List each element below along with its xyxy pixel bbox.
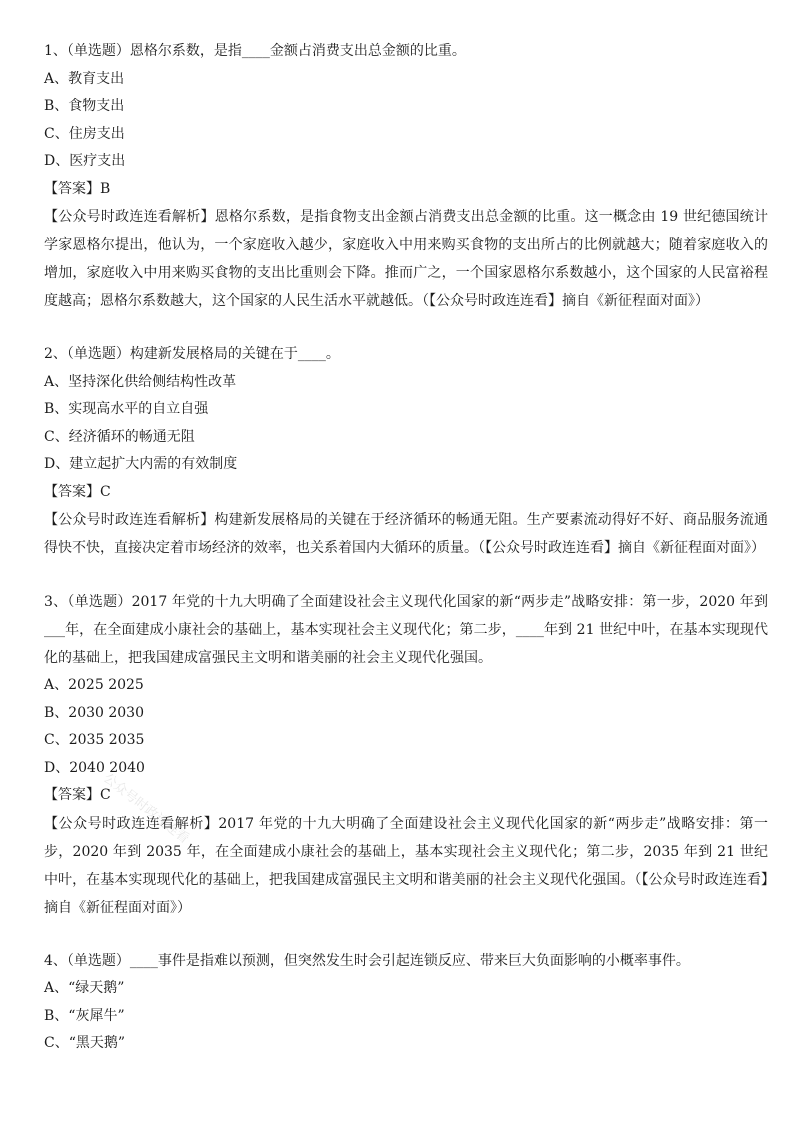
question-2: [44, 341, 768, 562]
analysis: 【公众号时政连连看解析】构建新发展格局的关键在于经济循环的畅通无阻。生产要素流动得好不好、商品服务流通得快不快，直接决定着市场经济的效率，也关系着国内大循环的质量。（【公众号时政连连看】摘自《新征程面对面》）: [44, 512, 768, 556]
question-stem: 1、（单选题）恩格尔系数，是指____金额占消费支出总金额的比重。: [44, 43, 466, 59]
option-c: C、住房支出: [44, 125, 125, 142]
analysis: 【公众号时政连连看解析】恩格尔系数，是指食物支出金额占消费支出总金额的比重。这一概念由 19 世纪德国统计学家恩格尔提出，他认为，一个家庭收入越少，家庭收入中用来购买食物的支出所占的比例就越大；随着家庭收入的增加，家庭收入中用来购买食物的支出比重则会下降。推而广之，一个国家恩格尔系数越小，这个国家的人民富裕程度越高；恩格尔系数越大，这个国家的人民生活水平就越低。（【公众号时政连连看】摘自《新征程面对面》）: [44, 209, 768, 309]
question-1: [44, 38, 768, 315]
option-d: D、医疗支出: [44, 153, 126, 169]
option-c: C、经济循环的畅通无阻: [44, 428, 195, 445]
watermark: 公众号时政连连看: [100, 770, 192, 847]
answer: 【答案】C: [44, 483, 111, 500]
question-stem: 4、（单选题）____事件是指难以预测，但突然发生时会引起连锁反应、带来巨大负面影响的小概率事件。: [44, 952, 690, 969]
document-page: [44, 38, 768, 1084]
analysis: 【公众号时政连连看解析】2017 年党的十九大明确了全面建设社会主义现代化国家的新“两步走”战略安排：第一步，2020 年到 2035 年，在全面建成小康社会的基础上，基本实现社会主义现代化；第二步，2035 年到 21 世纪中叶，在基本实现现代化的基础上，把我国建成富强民主文明和谐美丽的社会主义现代化强国。（【公众号时政连连看】摘自《新征程面对面》）: [44, 815, 768, 916]
option-a: A、“绿天鹅”: [44, 980, 125, 996]
option-a: A、坚持深化供给侧结构性改革: [44, 373, 237, 390]
question-stem: 3、（单选题）2017 年党的十九大明确了全面建设社会主义现代化国家的新“两步走”战略安排：第一步，2020 年到___年，在全面建成小康社会的基础上，基本实现社会主义现代化；第二步，____年到 21 世纪中叶，在基本实现现代化的基础上，把我国建成富强民主文明和谐美丽的社会主义现代化强国。: [44, 594, 768, 666]
option-b: B、食物支出: [44, 98, 125, 114]
option-c: C、“黑天鹅”: [44, 1035, 126, 1051]
answer: 【答案】C: [44, 787, 111, 803]
question-stem: 2、（单选题）构建新发展格局的关键在于____。: [44, 346, 340, 362]
option-c: C、2035 2035: [44, 732, 145, 748]
option-b: B、“灰犀牛”: [44, 1007, 125, 1024]
answer: 【答案】B: [44, 180, 111, 197]
option-d: D、建立起扩大内需的有效制度: [44, 456, 238, 472]
option-b: B、实现高水平的自立自强: [44, 401, 209, 417]
option-d: D、2040 2040: [44, 759, 145, 776]
question-3: [44, 588, 768, 922]
question-4: [44, 948, 768, 1058]
option-a: A、教育支出: [44, 70, 125, 87]
option-a: A、2025 2025: [44, 677, 144, 693]
option-b: B、2030 2030: [44, 704, 144, 721]
